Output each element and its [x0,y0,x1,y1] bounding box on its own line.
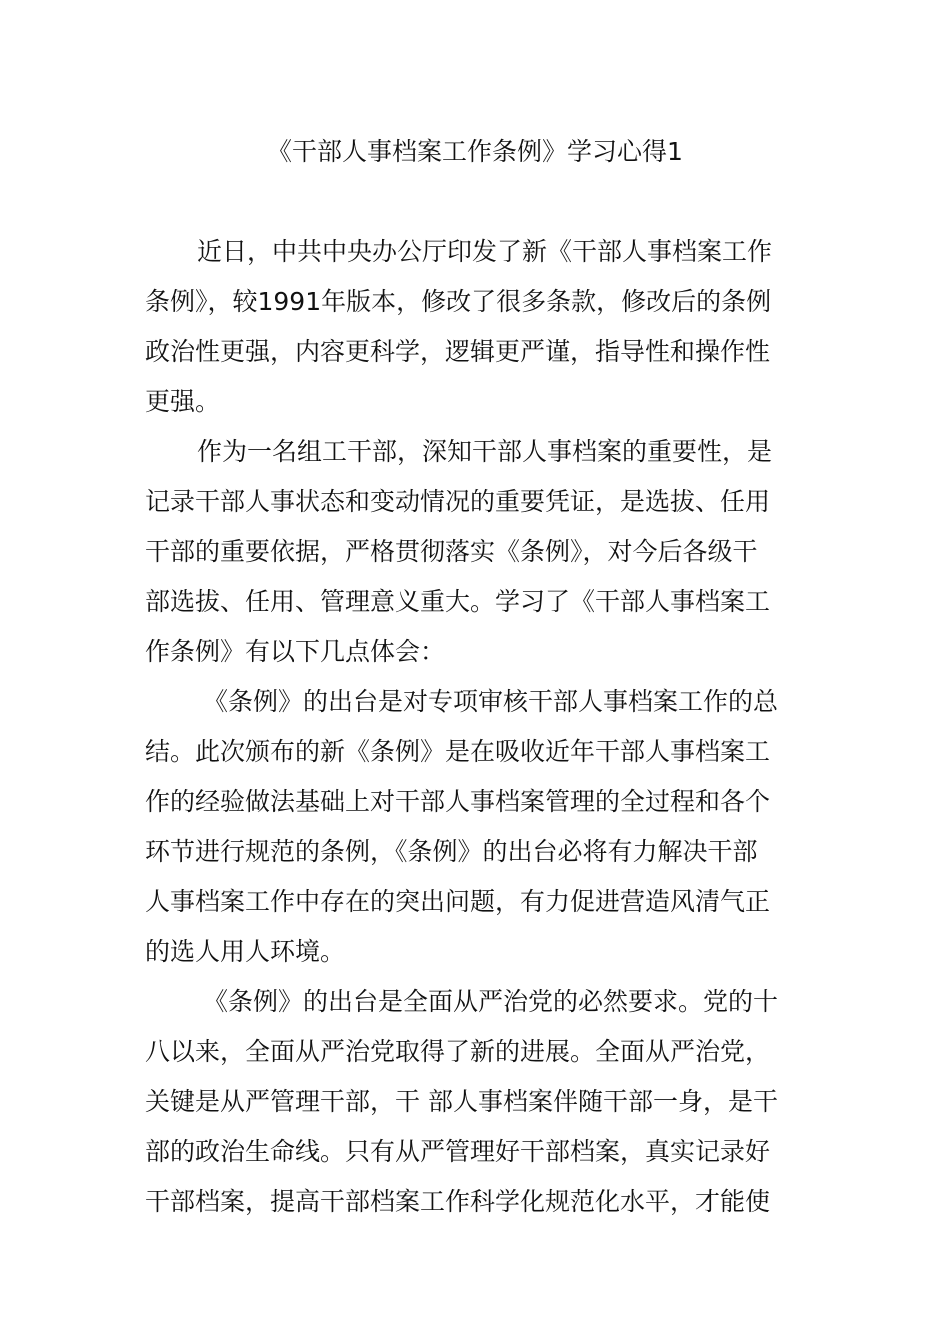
paragraph-line: 作条例》有以下几点体会： [145,637,446,666]
paragraph-line: 结。此次颁布的新《条例》是在吸收近年干部人事档案工 [145,737,771,766]
paragraph-line: 干部的重要依据，严格贯彻落实《条例》，对今后各级干 [145,537,758,566]
paragraph-line: 《条例》的出台是全面从严治党的必然要求。党的十 [203,987,779,1016]
paragraph-line: 《条例》的出台是对专项审核干部人事档案工作的总 [203,687,779,716]
paragraph-line: 更强。 [145,387,221,416]
paragraph-line: 条例》，较1991年版本，修改了很多条款，修改后的条例 [145,287,772,316]
paragraph-line: 政治性更强，内容更科学，逻辑更严谨，指导性和操作性 [145,337,771,366]
paragraph-line: 干部档案，提高干部档案工作科学化规范化水平，才能使 [145,1187,771,1216]
paragraph-line: 部的政治生命线。只有从严管理好干部档案，真实记录好 [145,1137,771,1166]
document-body [145,227,807,1227]
paragraph-line: 近日，中共中央办公厅印发了新《干部人事档案工作 [197,237,773,266]
paragraph-line: 作的经验做法基础上对干部人事档案管理的全过程和各个 [145,787,771,816]
paragraph-line: 八以来，全面从严治党取得了新的进展。全面从严治党， [145,1037,771,1066]
paragraph-line: 关键是从严管理干部，干 部人事档案伴随干部一身，是干 [145,1087,778,1116]
paragraph-line: 的选人用人环境。 [145,937,346,966]
paragraph-line: 记录干部人事状态和变动情况的重要凭证，是选拔、任用 [145,487,771,516]
document-title: 《干部人事档案工作条例》学习心得1 [267,137,683,166]
paragraph-line: 作为一名组工干部，深知干部人事档案的重要性，是 [197,437,773,466]
paragraph-line: 环节进行规范的条例，《条例》的出台必将有力解决干部 [145,837,758,866]
paragraph-line: 部选拔、任用、管理意义重大。学习了《干部人事档案工 [145,587,771,616]
paragraph-line: 人事档案工作中存在的突出问题，有力促进营造风清气正 [145,887,771,916]
